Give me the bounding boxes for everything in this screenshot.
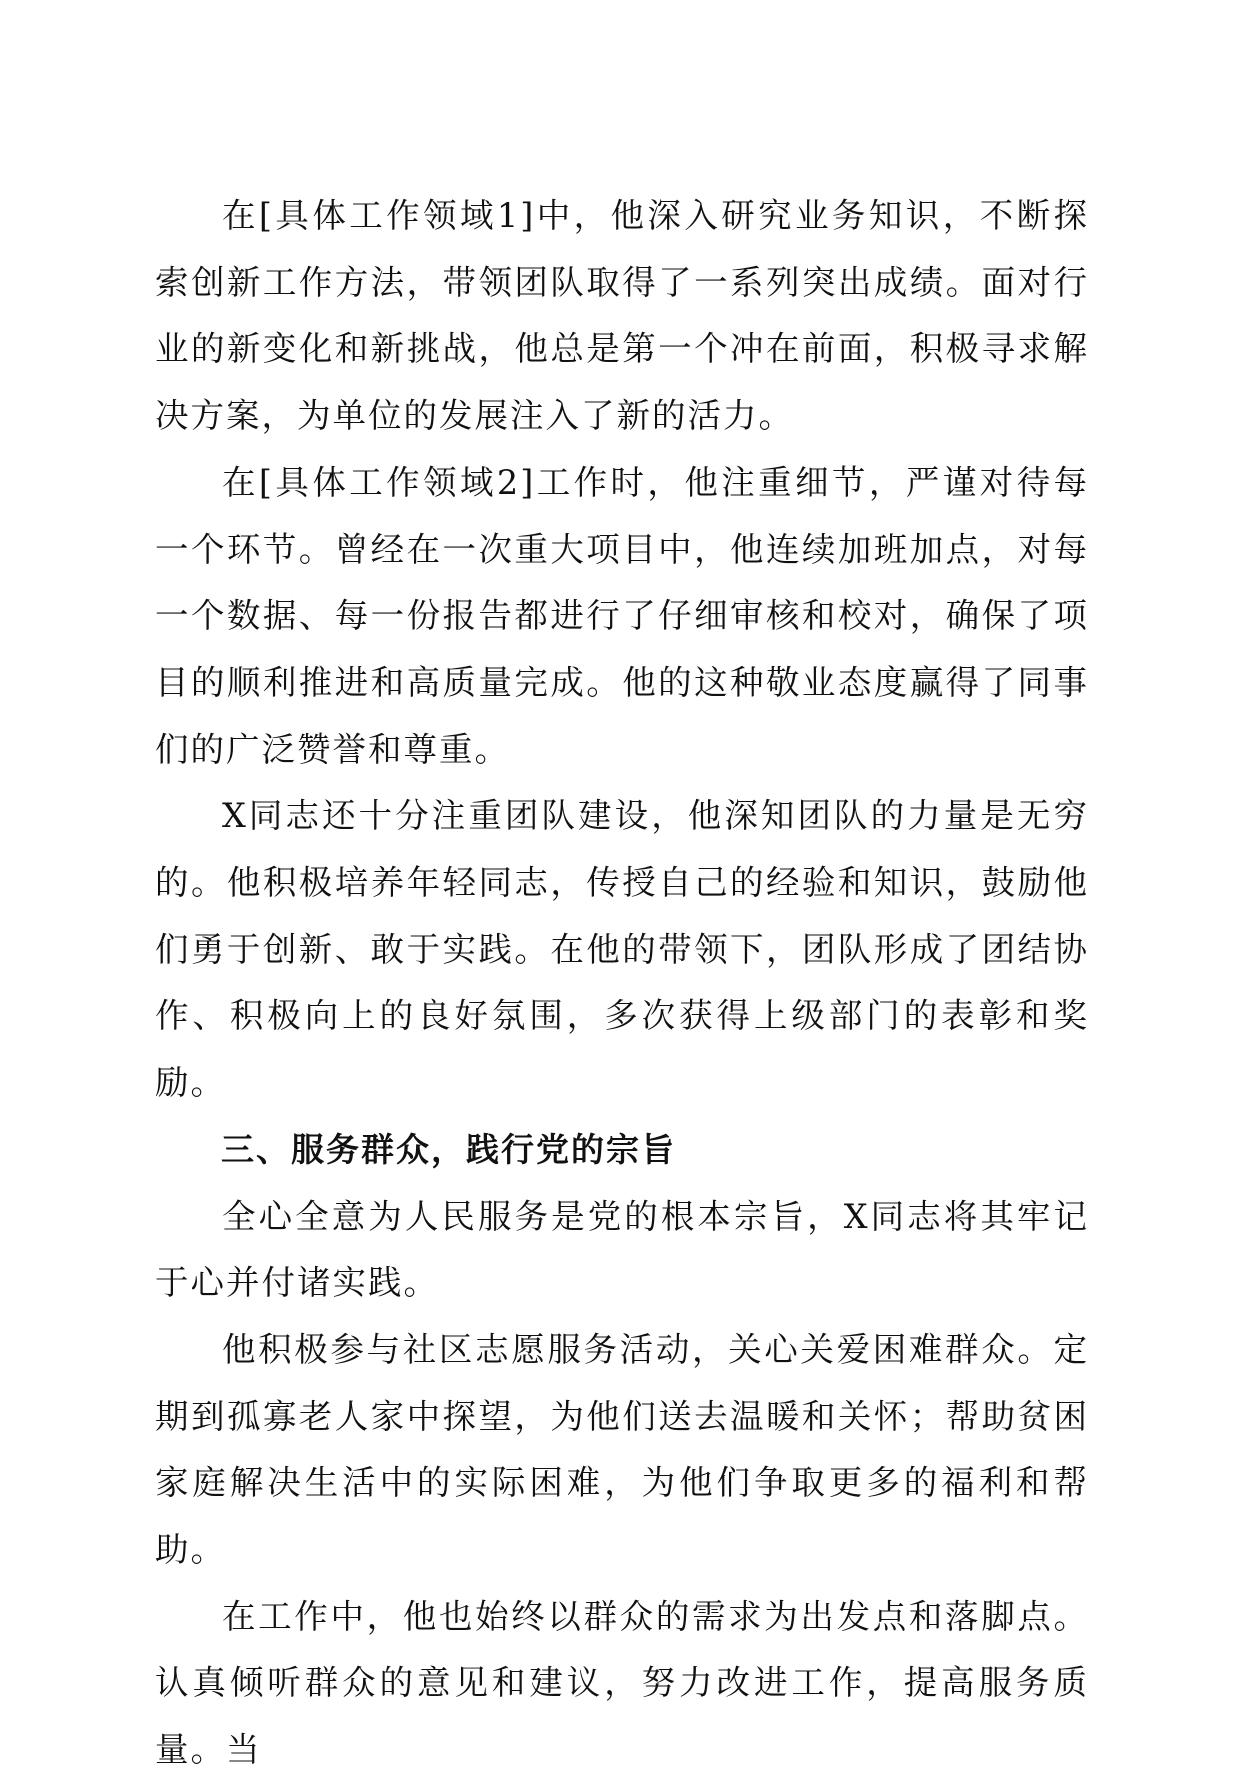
paragraph-work-area-1: 在[具体工作领域1]中，他深入研究业务知识，不断探索创新工作方法，带领团队取得了一系列突出成绩。面对行业的新变化和新挑战，他总是第一个冲在前面，积极寻求解决方案，为单位的发展注入了新的活力。	[155, 196, 1089, 436]
paragraph-work-area-2: 在[具体工作领域2]工作时，他注重细节，严谨对待每一个环节。曾经在一次重大项目中，他连续加班加点，对每一个数据、每一份报告都进行了仔细审核和校对，确保了项目的顺利推进和高质量完成。他的这种敬业态度赢得了同事们的广泛赞誉和尊重。	[155, 462, 1089, 769]
paragraph-work-needs: 在工作中，他也始终以群众的需求为出发点和落脚点。认真倾听群众的意见和建议，努力改进工作，提高服务质量。当	[155, 1596, 1089, 1770]
paragraph-volunteer-service: 他积极参与社区志愿服务活动，关心关爱困难群众。定期到孤寡老人家中探望，为他们送去温暖和关怀；帮助贫困家庭解决生活中的实际困难，为他们争取更多的福利和帮助。	[155, 1329, 1089, 1570]
paragraph-team-building: X同志还十分注重团队建设，他深知团队的力量是无穷的。他积极培养年轻同志，传授自己的经验和知识，鼓励他们勇于创新、敢于实践。在他的带领下，团队形成了团结协作、积极向上的良好氛围，多次获得上级部门的表彰和奖励。	[155, 796, 1089, 1103]
section-heading: 三、服务群众，践行党的宗旨	[221, 1129, 676, 1169]
document-body	[155, 183, 1089, 1784]
paragraph-service-purpose: 全心全意为人民服务是党的根本宗旨，X同志将其牢记于心并付诸实践。	[155, 1196, 1089, 1303]
